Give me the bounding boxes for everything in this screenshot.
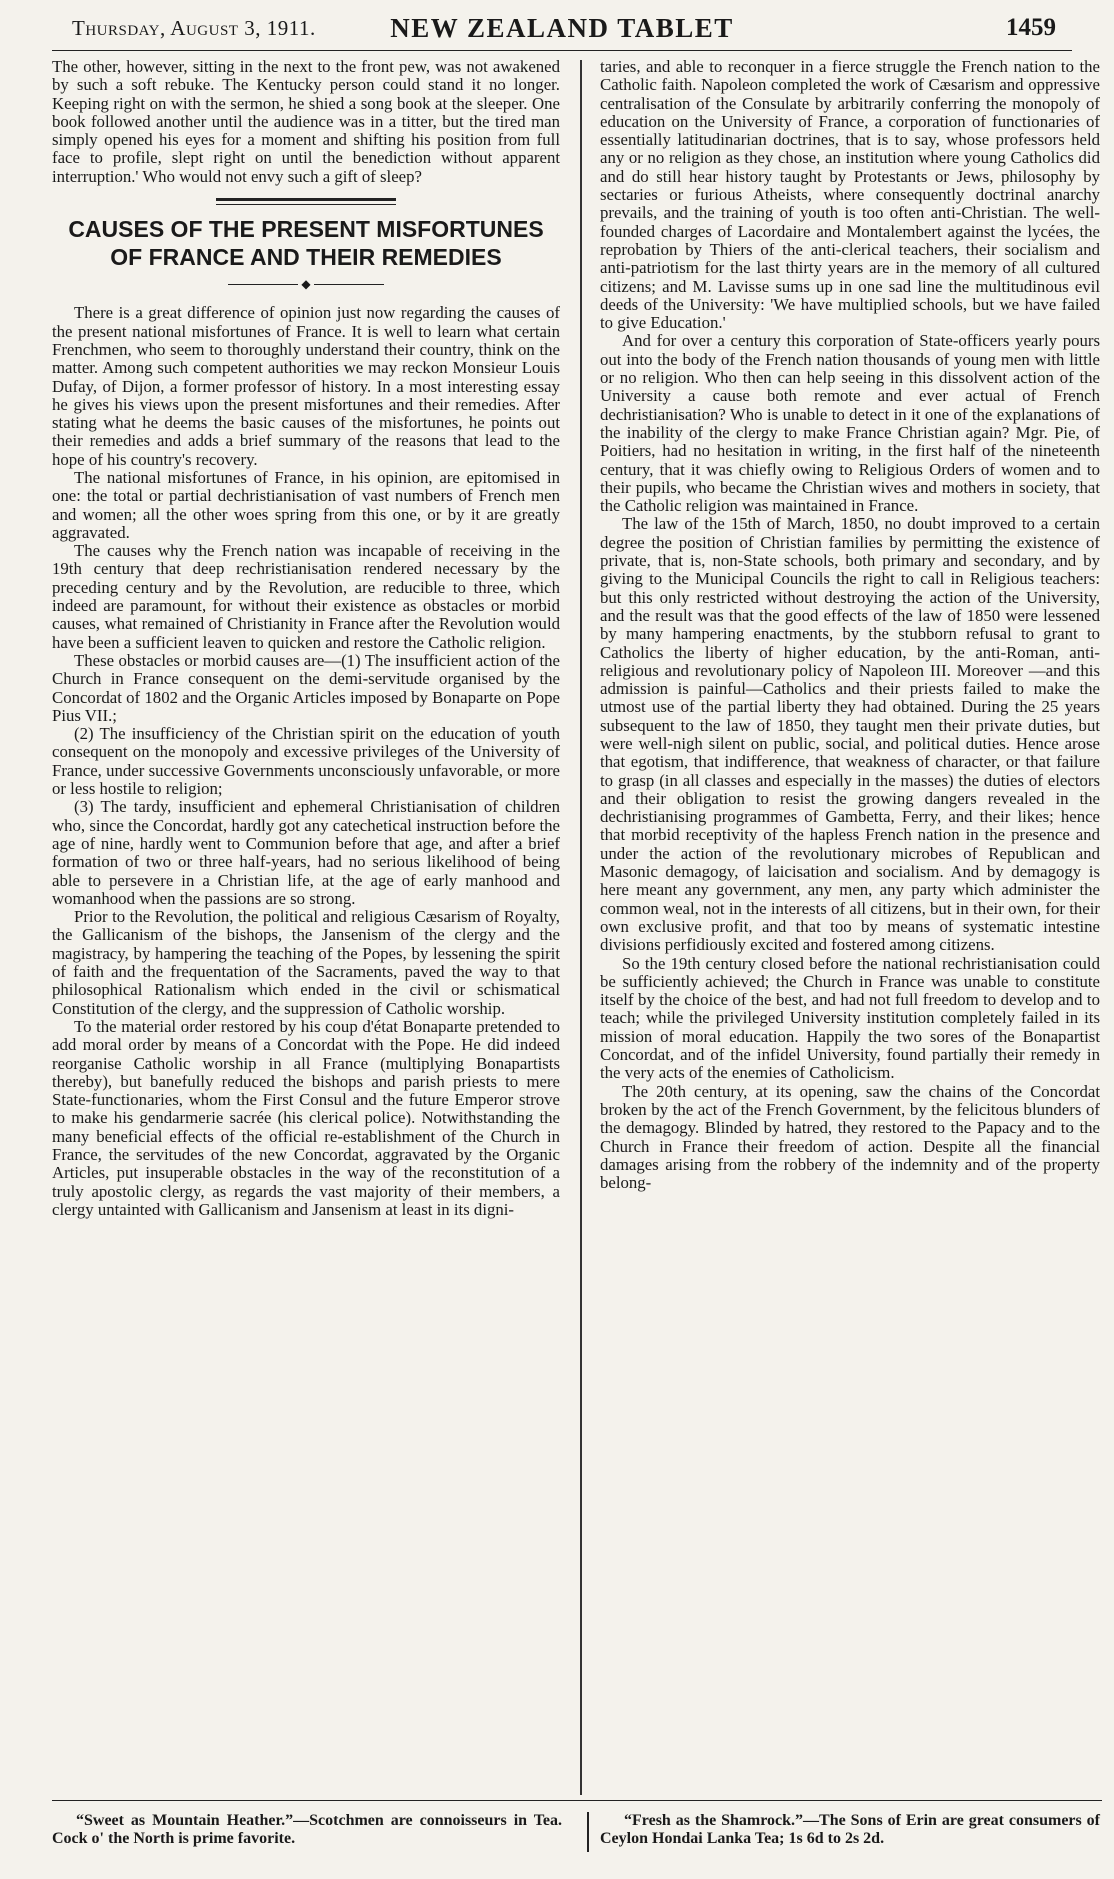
article-paragraph: To the material order restored by his coup d'état Bonaparte pretended to add moral order by means of a Concordat with the Pope. He did indeed reorganise Catholic worship in all France (multiplying Bonapartists thereby), but banefully reduced the bishops and parish priests to mere State-functionaries, whom the First Consul and the future Emperor strove to make his gendarmerie sacrée (his clerical police). Notwithstanding the many beneficial effects of the official re-establishment of the Church in France, the servitudes of the new Concordat, aggravated by the Organic Articles, put insuperable obstacles in the way of the reconstitution of a truly apostolic clergy, as regards the vast majority of their members, a clergy untainted with Gallicanism and Jansenism at least in its digni-: [52, 1016, 560, 1219]
page-header: [52, 10, 1072, 51]
footer-ad-text: “Sweet as Mountain Heather.”—Scotchmen are connoisseurs in Tea. Cock o' the North is prime favorite.: [52, 1812, 562, 1847]
footer-rule: [52, 1800, 1102, 1801]
article-paragraph: (3) The tardy, insufficient and ephemeral Christianisation of children who, since the Concordat, hardly got any catechetical instruction before the age of nine, hardly went to Communion before that age, and after a brief formation of two or three half-years, had no serious likelihood of being able to persevere in a Christian life, at the age of early manhood and womanhood when the passions are so strong.: [52, 797, 560, 908]
article-paragraph: The national misfortunes of France, in his opinion, are epitomised in one: the total or partial dechristianisation of vast numbers of French men and women; all the other woes spring from this one, or by it are greatly aggravated.: [52, 468, 560, 542]
article-paragraph: The law of the 15th of March, 1850, no doubt improved to a certain degree the position of Christian families by permitting the existence of private, that is, non-State schools, both primary and secondary, and by giving to the Municipal Councils the right to call in Religious teachers: but this only restricted without destroying the action of the University, and the result was that the good effects of the law of 1850 were lessened by many hampering enactments, by the stubborn refusal to grant to Catholics the liberty of higher education, by the anti-Roman, anti-religious and revolutionary policy of Napoleon III. Moreover —and this admission is painful—Catholics and their priests failed to make the utmost use of the partial liberty they had obtained. During the 25 years subsequent to the law of 1850, they taught men their private duties, but were well-nigh silent on public, social, and political duties. Hence arose that egotism, that indifference, that weakness of character, or that failure to grasp (in all classes and especially in the masses) the duties of electors and their obligation to resist the growing dangers revealed in the dechristianising programmes of Gambetta, Ferry, and their likes; hence that morbid receptivity of the hapless French nation in the presence and under the action of the revolutionary microbes of Republican and Masonic demagogy, of laicisation and socialism. And by demagogy is here meant any government, any men, any party which administer the common weal, not in the interests of all citizens, but in their own, for their own exclusive profit, and that too by means of systematic intestine divisions perfidiously excited and fostered among citizens.: [600, 514, 1100, 955]
issue-date: Thursday, August 3, 1911.: [72, 16, 316, 40]
intro-paragraph: The other, however, sitting in the next to the front pew, was not awakened by such a soft rebuke. The Kentucky person could stand it no longer. Keeping right on with the sermon, he shied a song book at the sleeper. One book followed another until the audience was in a titter, but the tired man simply opened his eyes for a moment and shifting his position from full face to profile, slept right on until the benediction without apparent interruption.' Who would not envy such a gift of sleep?: [52, 58, 560, 186]
footer-ad-left: [52, 1812, 562, 1848]
page-number: 1459: [1006, 14, 1056, 41]
footer-divider: [587, 1812, 589, 1852]
article-paragraph: There is a great difference of opinion just now regarding the causes of the present national misfortunes of France. It is well to learn what certain Frenchmen, who seem to thoroughly understand their country, think on the matter. Among such competent authorities we may reckon Monsieur Louis Dufay, of Dijon, a former professor of history. In a most interesting essay he gives his views upon the present misfortunes and their remedies. After stating what he deems the basic causes of the misfortunes, he points out their remedies and adds a brief summary of the reasons that lead to the hope of his country's recovery.: [52, 303, 560, 469]
article-paragraph: The causes why the French nation was incapable of receiving in the 19th century that deep rechristianisation rendered necessary by the preceding century and by the Revolution, are reducible to three, which indeed are paramount, for without their existence as obstacles or morbid causes, what remained of Christianity in France after the Revolution would have been a sufficient leaven to quicken and restore the Catholic religion.: [52, 541, 560, 652]
article-paragraph: Prior to the Revolution, the political and religious Cæsarism of Royalty, the Gallicanism of the bishops, the Jansenism of the clergy and the magistracy, by hampering the teaching of the Popes, by lessening the spirit of faith and the frequentation of the Sacraments, paved the way to that philosophical Rationalism which ended in the civil or schismatical Constitution of the clergy, and the suppression of Catholic worship.: [52, 907, 560, 1018]
publication-title: NEW ZEALAND TABLET: [390, 13, 734, 43]
footer-ad-right: [600, 1812, 1100, 1848]
article-paragraph: (2) The insufficiency of the Christian spirit on the education of youth consequent on the monopoly and excessive privileges of the University of France, under successive Governments unconsciously unfavorable, or more or less hostile to religion;: [52, 724, 560, 799]
headline-ornament: [52, 277, 560, 290]
diamond-icon: ◆: [301, 277, 311, 292]
continued-paragraph: taries, and able to reconquer in a fierce struggle the French nation to the Catholic faith. Napoleon completed the work of Cæsarism and oppressive centralisation of the Consulate by arbitrarily conferring the monopoly of education on the University of France, a corporation of functionaries of essentially latitudinarian doctrines, that is to say, whose professors held any or no religion as they chose, an institution where young Catholics did and do still hear history taught by Protestants or Jews, philosophy by sectaries or furious Atheists, where consequently doctrinal anarchy prevails, and the training of youth is too often anti-Christian. The well-founded charges of Lacordaire and Montalembert against the lycées, the reprobation by Thiers of the anti-clerical teachers, their socialism and anti-patriotism for the last thirty years are in the memory of all cultured citizens; and M. Lavisse sums up in one sad line the multitudinous evil deeds of the University: 'We have multiplied schools, but we have failed to give Education.': [600, 58, 1100, 333]
article-paragraph: The 20th century, at its opening, saw the chains of the Concordat broken by the act of the French Government, by the felicitous blunders of the demagogy. Blinded by hatred, they restored to the Papacy and to the Church in France their freedom of action. Despite all the financial damages arising from the robbery of the indemnity and of the property belong-: [600, 1081, 1100, 1193]
footer-ad-text: “Fresh as the Shamrock.”—The Sons of Erin are great consumers of Ceylon Hondai Lanka Tea; 1s 6d to 2s 2d.: [600, 1812, 1100, 1847]
left-column: [52, 58, 560, 1793]
right-column: [600, 58, 1100, 1793]
section-divider: [216, 198, 396, 205]
article-paragraph: And for over a century this corporation of State-officers yearly pours out into the body of the French nation thousands of young men with little or no religion. Who then can help seeing in this dissolvent action of the University a cause both remote and ever actual of French dechristianisation? Who is unable to detect in it one of the explanations of the inability of the clergy to make France Christian again? Mgr. Pie, of Poitiers, had no hesitation in writing, in the first half of the nineteenth century, that it was chiefly owing to Religious Orders of women and to their pupils, who became the Christian wives and mothers in society, that the Catholic religion was maintained in France.: [600, 331, 1100, 516]
article-paragraph: These obstacles or morbid causes are—(1) The insufficient action of the Church in France consequent on the demi-servitude organised by the Concordat of 1802 and the Organic Articles imposed by Bonaparte on Pope Pius VII.;: [52, 650, 560, 725]
article-headline: CAUSES OF THE PRESENT MISFORTUNES OF FRANCE AND THEIR REMEDIES: [68, 216, 544, 271]
article-paragraph: So the 19th century closed before the national rechristianisation could be sufficiently achieved; the Church in France was unable to constitute itself by the choice of the best, and had not full freedom to develop and to teach; while the privileged University institution completely failed in its mission of moral education. Happily the two sores of the Bonapartist Concordat, and of the infidel University, found partially their remedy in the very acts of the enemies of Catholicism.: [600, 953, 1100, 1083]
column-divider: [580, 60, 582, 1795]
